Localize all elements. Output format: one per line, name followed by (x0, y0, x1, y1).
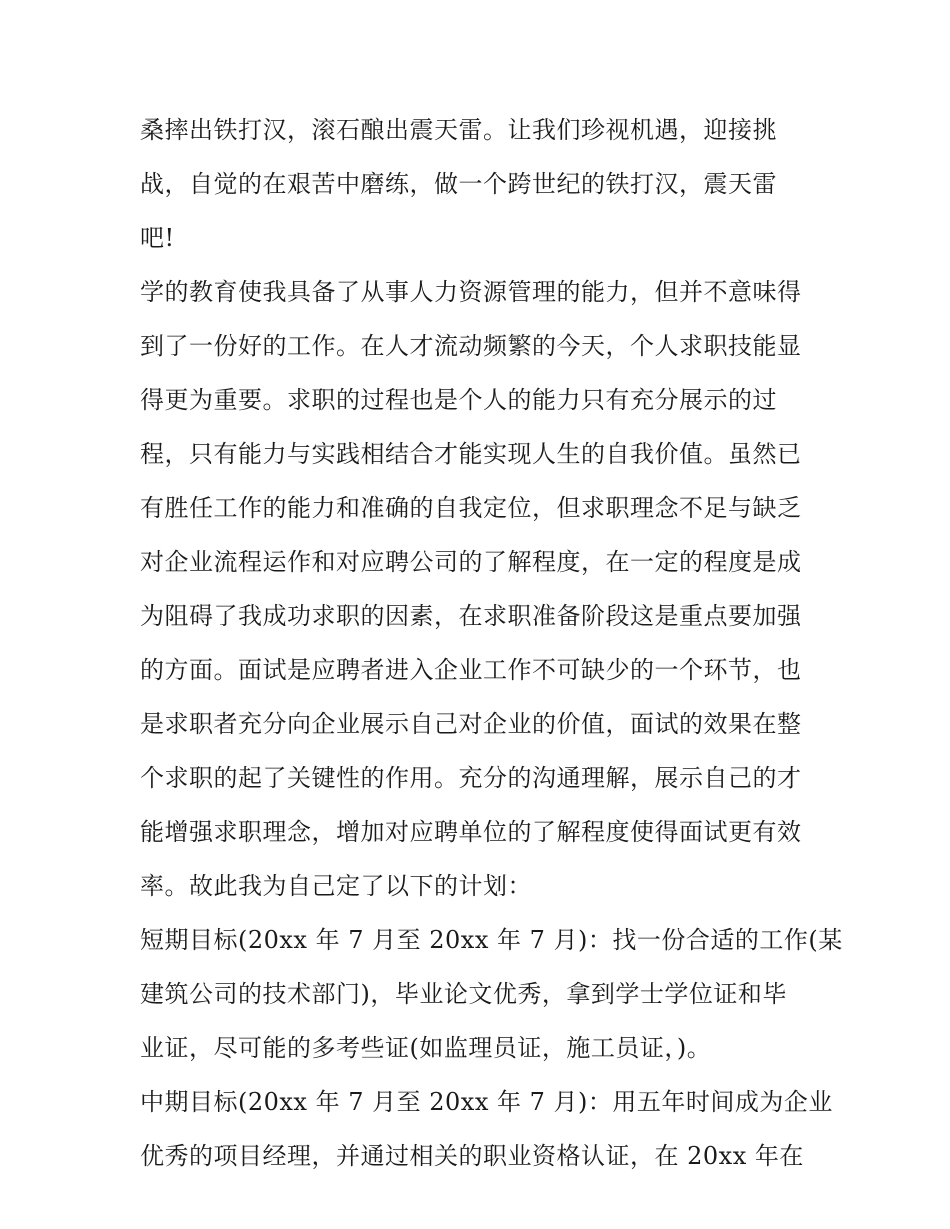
text-line: 是求职者充分向企业展示自己对企业的价值，面试的效果在整 (140, 710, 802, 738)
text-line: 吧! (140, 224, 175, 252)
text-line: 为阻碍了我成功求职的因素，在求职准备阶段这是重点要加强 (140, 602, 802, 630)
text-line: 得更为重要。求职的过程也是个人的能力只有充分展示的过 (140, 386, 777, 414)
text-line: 率。故此我为自己定了以下的计划： (140, 872, 532, 900)
text-line: 的方面。面试是应聘者进入企业工作不可缺少的一个环节，也 (140, 656, 802, 684)
text-line: 到了一份好的工作。在人才流动频繁的今天，个人求职技能显 (140, 332, 802, 360)
text-line: 中期目标(20xx 年 7 月至 20xx 年 7 月)：用五年时间成为企业 (140, 1088, 833, 1116)
document-body (140, 106, 843, 1186)
text-line: 优秀的项目经理，并通过相关的职业资格认证，在 20xx 年在 (140, 1142, 804, 1170)
text-line: 对企业流程运作和对应聘公司的了解程度，在一定的程度是成 (140, 548, 802, 576)
text-line: 有胜任工作的能力和准确的自我定位，但求职理念不足与缺乏 (140, 494, 802, 522)
text-line: 桑摔出铁打汉，滚石酿出震天雷。让我们珍视机遇，迎接挑 (140, 116, 777, 144)
text-line: 建筑公司的技术部门)，毕业论文优秀，拿到学士学位证和毕 (140, 980, 787, 1008)
text-line: 个求职的起了关键性的作用。充分的沟通理解，展示自己的才 (140, 764, 802, 792)
text-line: 短期目标(20xx 年 7 月至 20xx 年 7 月)：找一份合适的工作(某 (140, 926, 843, 954)
text-line: 能增强求职理念，增加对应聘单位的了解程度使得面试更有效 (140, 818, 802, 846)
text-line: 战，自觉的在艰苦中磨练，做一个跨世纪的铁打汉，震天雷 (140, 170, 777, 198)
text-line: 业证，尽可能的多考些证(如监理员证，施工员证，)。 (140, 1034, 712, 1062)
text-line: 学的教育使我具备了从事人力资源管理的能力，但并不意味得 (140, 278, 802, 306)
text-line: 程，只有能力与实践相结合才能实现人生的自我价值。虽然已 (140, 440, 802, 468)
